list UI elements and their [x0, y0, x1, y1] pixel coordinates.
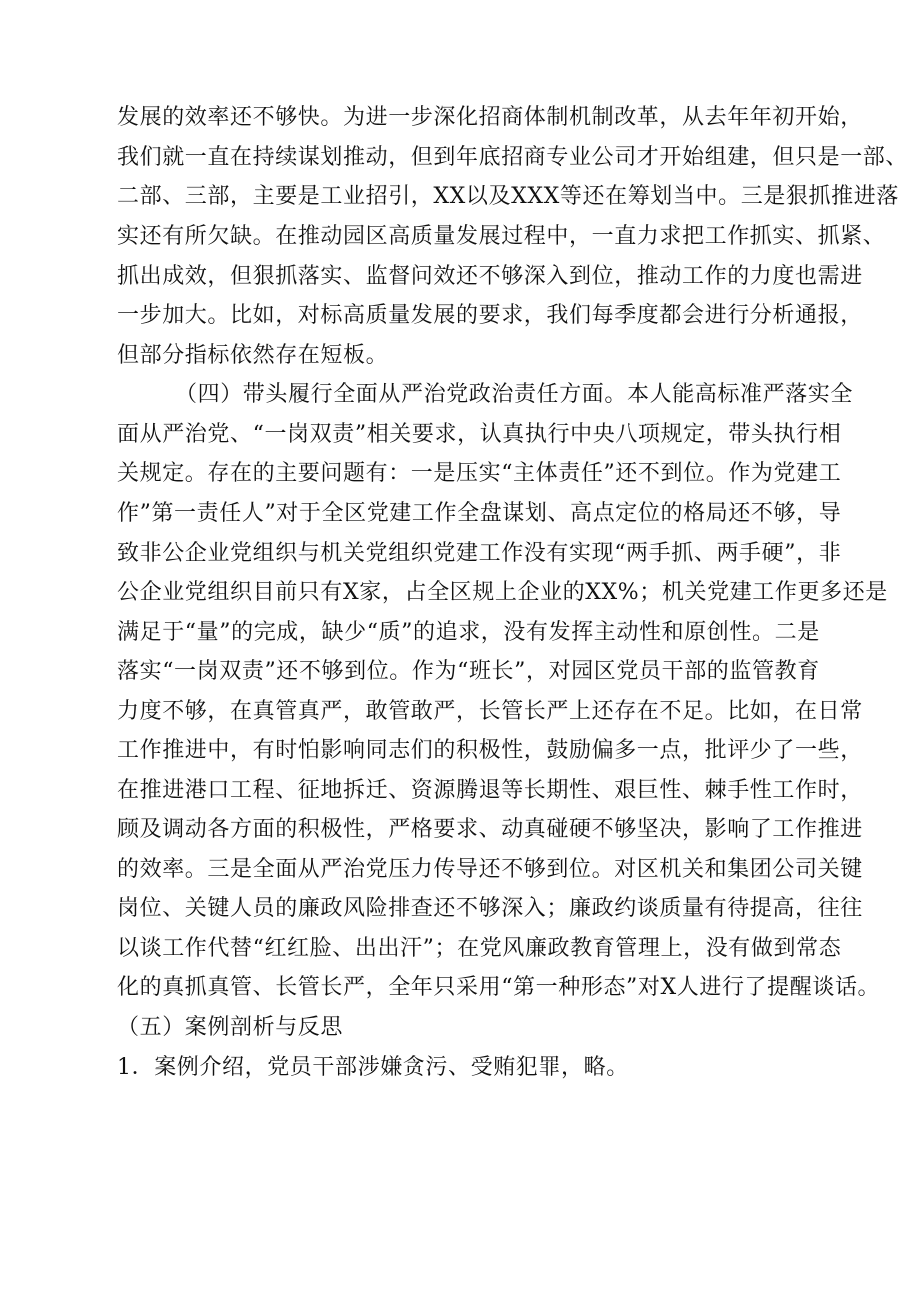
text-line: 1．案例介绍，党员干部涉嫌贪污、受贿犯罪，略。: [117, 1055, 629, 1080]
text-line: 在推进港口工程、征地拆迁、资源腾退等长期性、艰巨性、棘手性工作时，: [117, 778, 863, 803]
text-line: 顾及调动各方面的积极性，严格要求、动真碰硬不够坚决，影响了工作推进: [117, 817, 863, 842]
section-heading-four: （四）带头履行全面从严治党政治责任方面。本人能高标准严落实全: [175, 382, 854, 407]
text-line: 我们就一直在持续谋划推动，但到年底招商专业公司才开始组建，但只是一部、: [117, 145, 909, 170]
text-line: 落实“一岗双责”还不够到位。作为“班长”，对园区党员干部的监管教育: [117, 659, 820, 684]
text-line: 面从严治党、“一岗双责”相关要求，认真执行中央八项规定，带头执行相: [117, 422, 842, 447]
text-line: 作”第一责任人”对于全区党建工作全盘谋划、高点定位的格局还不够，导: [117, 501, 842, 526]
text-line: 一步加大。比如，对标高质量发展的要求，我们每季度都会进行分析通报，: [117, 303, 863, 328]
text-line: 致非公企业党组织与机关党组织党建工作没有实现“两手抓、两手硬”，非: [117, 541, 842, 566]
text-line: 工作推进中，有时怕影响同志们的积极性，鼓励偏多一点，批评少了一些，: [117, 738, 863, 763]
text-line: 实还有所欠缺。在推动园区高质量发展过程中，一直力求把工作抓实、抓紧、: [117, 224, 886, 249]
text-line: 力度不够，在真管真严，敢管敢严，长管长严上还存在不足。比如，在日常: [117, 699, 863, 724]
text-line: 发展的效率还不够快。为进一步深化招商体制机制改革，从去年年初开始，: [117, 105, 863, 130]
text-line: 关规定。存在的主要问题有：一是压实“主体责任”还不到位。作为党建工: [117, 461, 842, 486]
text-line: 化的真抓真管、长管长严，全年只采用“第一种形态”对X人进行了提醒谈话。: [117, 975, 881, 1000]
text-line: 但部分指标依然存在短板。: [117, 343, 389, 368]
text-line: 抓出成效，但狠抓落实、监督问效还不够深入到位，推动工作的力度也需进: [117, 264, 863, 289]
text-line: （五）案例剖析与反思: [117, 1015, 344, 1040]
text-line: 岗位、关键人员的廉政风险排查还不够深入；廉政约谈质量有待提高，往往: [117, 896, 863, 921]
text-line: 二部、三部，主要是工业招引，XX以及XXX等还在筹划当中。三是狠抓推进落: [117, 184, 899, 209]
text-line: 满足于“量”的完成，缺少“质”的追求，没有发挥主动性和原创性。二是: [117, 620, 820, 645]
text-line: 以谈工作代替“红红脸、出出汗”；在党风廉政教育管理上，没有做到常态: [117, 936, 842, 961]
text-line: 的效率。三是全面从严治党压力传导还不够到位。对区机关和集团公司关键: [117, 857, 863, 882]
text-line: 公企业党组织目前只有X家，占全区规上企业的XX%；机关党建工作更多还是: [117, 580, 888, 605]
